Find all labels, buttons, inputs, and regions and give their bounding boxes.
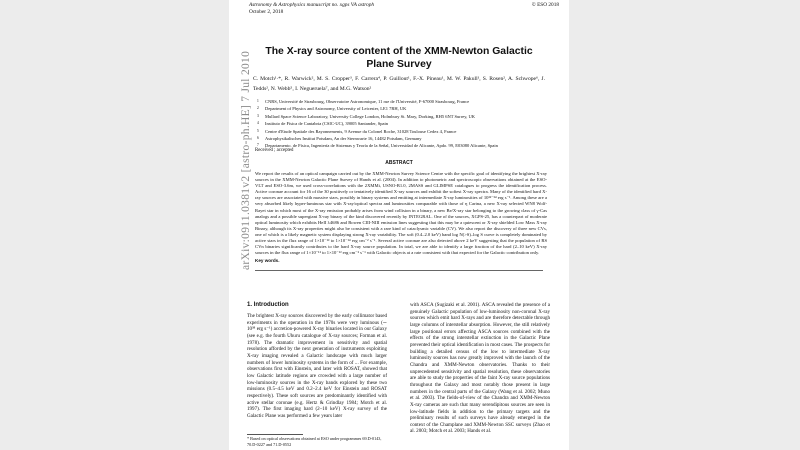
abstract-divider bbox=[255, 270, 543, 271]
journal-line: Astronomy & Astrophysics manuscript no. xgps VA astroph bbox=[249, 2, 375, 8]
intro-column-left: The brightest X-ray sources discovered by the early collimator based experiments in the operation in the 1970s were very luminous (∼ 10³⁸ erg s⁻¹) accretion-powered X-ray binaries located in our Galaxy (see e.g. the fourth Uhuru catalogue of X-ray sources; Forman et al. 1978). The dramatic improvement in sensitivity and spatial resolution afforded by the next generation of instruments exploiting X-ray imaging revealed a Galactic landscape with much larger numbers of lower luminosity systems in the form of ... For example, observations first with Einstein, and later with ROSAT, showed that low Galactic latitude regions are crowded with a large number of low-luminosity sources in the X-ray bands explored by these two missions (0.5–4.5 keV and 0.2–2.4 keV for Einstein and ROSAT respectively). These soft sources are predominantly identified with active stellar coronae (e.g. Hertz & Grindlay 1984; Motch et al. 1997). The first imaging hard (2–10 keV) X-ray survey of the Galactic Plane was performed a few years later bbox=[247, 313, 387, 419]
abstract-text: We report the results of an optical campaign carried out by the XMM-Newton Survey Science Centre with the specific goal of identifying the brightest X-ray sources in the XMM-Newton Galactic Plane Survey of Hands et al. (2004). In addition to photometric and spectroscopic observations obtained at the ESO-VLT and ESO-3.6m, we used cross-correlations with the 2XMMi, USNO-B1.0, 2MASS and GLIMPSE catalogues to progress the identification process. Active coronae account for 16 of the 30 positively or tentatively identified X-ray sources and exhibit the softest X-ray spectra. Many of the identified hard X-ray sources are associated with massive stars, possibly in binary systems and emitting at intermediate X-ray luminosities of 10³²⁻³⁴ erg s⁻¹. Among these are a very absorbed likely hyper-luminous star with X-ray/optical spectra and luminosities comparable with those of η Carina, a new X-ray selected WN8 Wolf-Rayet star in which most of the X-ray emission probably arises from wind collision in a binary, a new Be/X-ray star belonging to the growing class of γ-Cas analogs and a possible supergiant X-ray binary of the kind discovered recently by INTEGRAL. One of the sources, XGPS-25, has a counterpart of moderate optical luminosity which exhibits HeII λ4686 and Bowen CIII-NIII emission lines suggesting that this may be a quiescent or X-ray shielded Low Mass X-ray Binary, although its X-ray properties might also be consistent with a rare kind of cataclysmic variable (CV). We also report the discovery of three new CVs, one of which is a likely magnetic system displaying strong X-ray variability. The soft (0.4–2.0 keV) band log N(>S)–log S curve is completely dominated by active stars in the flux range of 1×10⁻¹³ to 1×10⁻¹⁴ erg cm⁻² s⁻¹. Several active coronae are also detected above 2 keV suggesting that the population of RS CVn binaries significantly contributes to the hard X-ray source population. In total, we are able to identify a large fraction of the hard (2–10 keV) X-ray sources in the flux range of 1×10⁻¹² to 1×10⁻¹³ erg cm⁻² s⁻¹ with Galactic objects at a rate consistent with that expected for the Galactic contribution only. bbox=[255, 171, 547, 256]
header-date: October 2, 2018 bbox=[249, 8, 284, 15]
affiliation-item: 6 Astrophysikalisches Institut Potsdam, An der Sternwarte 16, 14482 Potsdam, Germany bbox=[257, 136, 422, 142]
affiliation-list bbox=[257, 98, 547, 150]
footnote-divider bbox=[247, 434, 303, 435]
abstract-heading: ABSTRACT bbox=[385, 160, 413, 166]
affiliation-item: 1 CNRS, Université de Strasbourg, Observatoire Astronomique, 11 rue de l'Université, F-67000 Strasbourg, France bbox=[257, 99, 470, 104]
running-header bbox=[249, 2, 374, 15]
affiliation-item: 3 Mullard Space Science Laboratory, University College London, Holmbury St. Mary, Dorking, RH5 6NT Surrey, UK bbox=[257, 113, 476, 119]
intro-column-right: with ASCA (Sugizaki et al. 2001). ASCA revealed the presence of a genuinely Galactic population of low-luminosity non-coronal X-ray sources which emit hard X-rays and are therefore detectable through large columns of interstellar absorption. However, the still relatively large positional errors affecting ASCA sources combined with the effects of the strong interstellar extinction in the Galactic Plane prevented their optical identification in most cases. The prospects for building a detailed census of the low to intermediate X-ray luminosity sources has now greatly improved with the launch of the Chandra and XMM-Newton observatories. Thanks to their unprecedented sensitivity and spatial resolution, these observatories are able to study the properties of the faint X-ray source populations throughout the Galaxy and most notably those present in large numbers in the central parts of the Galaxy (Wang et al. 2002; Muno et al. 2003). The fields-of-view of the Chandra and XMM-Newton X-ray cameras are such that many serendipitous sources are seen in low-latitude fields in addition to the primary targets and the preliminary results of such surveys have already emerged in the context of the Champlane and XMM-Newton SSC surveys (Zhao et al. 2003; Motch et al. 2003; Hands et al. bbox=[410, 302, 550, 435]
received-line: Received ; accepted bbox=[255, 148, 294, 153]
viewer-background-left bbox=[0, 0, 229, 450]
section-heading-introduction: 1. Introduction bbox=[247, 302, 289, 308]
footnote: * Based on optical observations obtained at ESO under programmes 69.D-0143, 70.D-0227 and 71.D-0552 bbox=[247, 436, 382, 447]
keywords-label: Key words. bbox=[255, 258, 280, 263]
viewer-background-right bbox=[569, 0, 800, 450]
author-list: C. Motch¹·*, R. Warwick², M. S. Cropper³, F. Carrera⁴, P. Guillout¹, F.-X. Pineau¹, M. W. Pakull¹, S. Rosen², A. Schwope⁶, J. Tedds², N. Webb⁵, I. Negueruela⁷, and M.G. Watson² bbox=[253, 76, 545, 92]
affiliation-item: 5 Centre d'Etude Spatiale des Rayonnements, 9 Avenue du Colonel Roche, 31028 Toulouse Cedex 4, France bbox=[257, 128, 457, 134]
affiliation-item: 7 Departamento. de Física, Ingeniería de Sistemas y Teoría de la Señal, Universidad de Alicante, Apdo. 99, E03080 Alicante, Spain bbox=[257, 143, 498, 149]
paper-page bbox=[229, 0, 569, 450]
affiliation-item: 2 Department of Physics and Astronomy, University of Leicester, LE1 7RH, UK bbox=[257, 106, 407, 112]
paper-title: The X-ray source content of the XMM-Newton Galactic Plane Survey bbox=[265, 46, 533, 70]
copyright-notice: © ESO 2018 bbox=[531, 2, 559, 8]
affiliation-item: 4 Instituto de Física de Cantabria (CSIC-UC), 39005 Santander, Spain bbox=[257, 121, 389, 127]
arxiv-stamp: arXiv:0911.0381v2 [astro-ph.HE] 7 Jul 2010 bbox=[240, 50, 252, 270]
